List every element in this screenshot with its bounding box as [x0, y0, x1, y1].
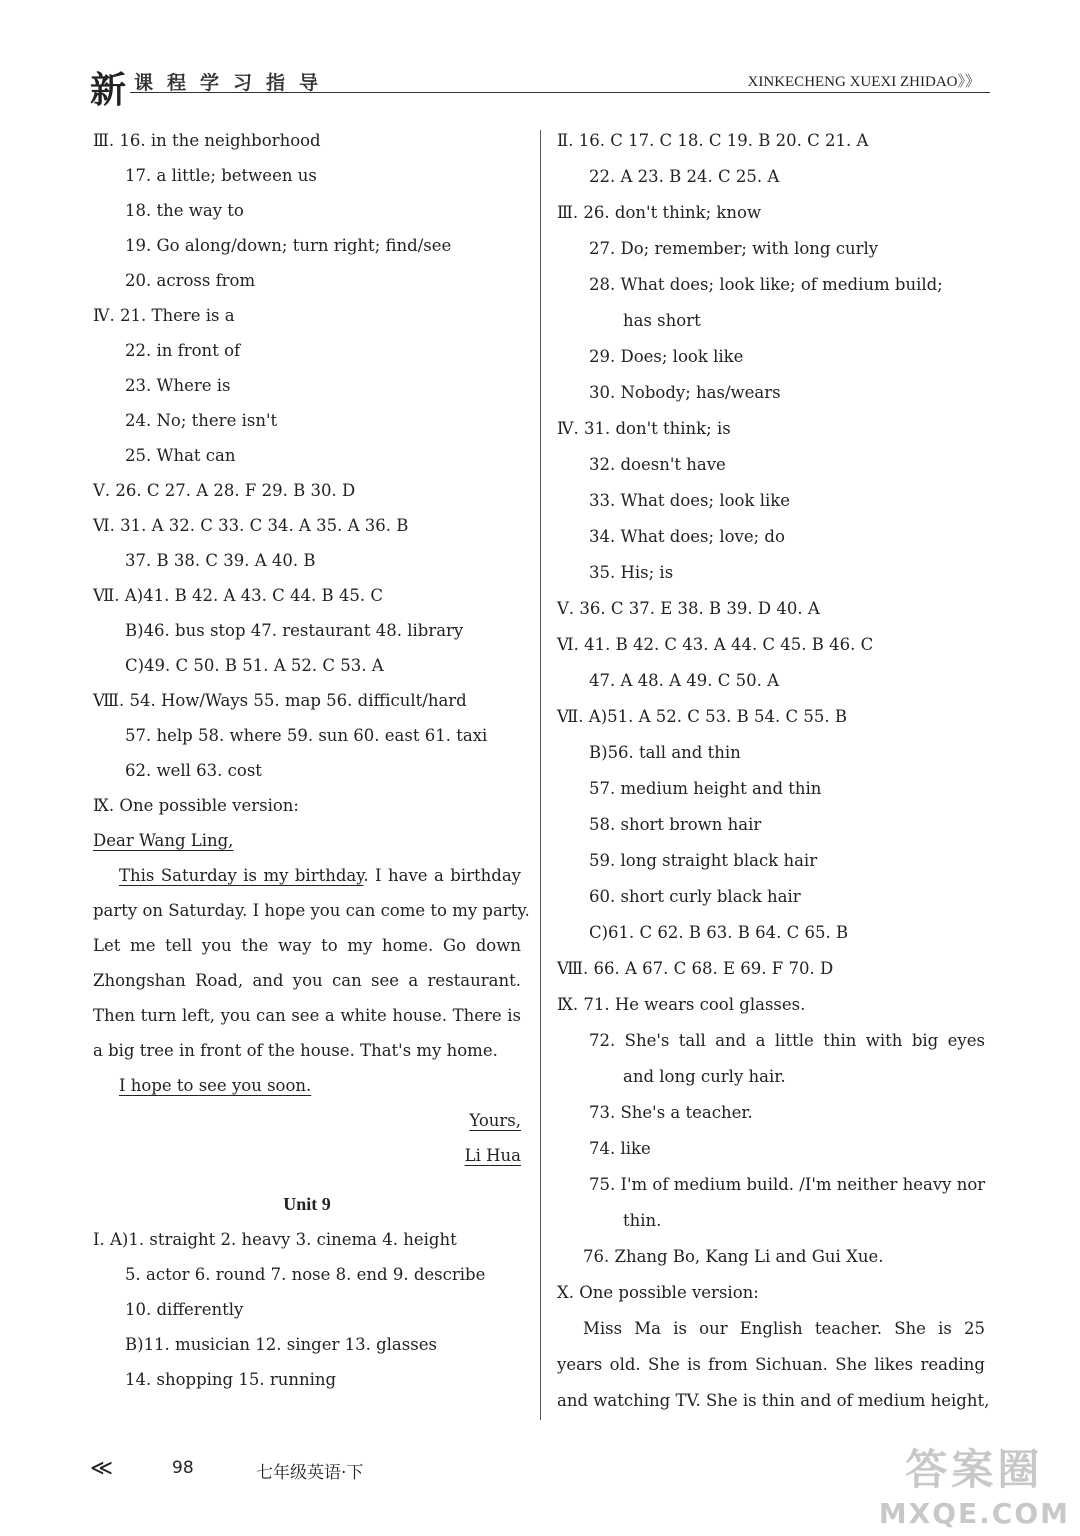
answer-line: 75. I'm of medium build. /I'm neither heavy nor [589, 1175, 986, 1194]
answer-line: B)46. bus stop 47. restaurant 48. library [125, 621, 464, 640]
section-numeral: Ⅴ. [557, 599, 575, 618]
column-divider [540, 130, 541, 1420]
letter-text: Then turn left, you can see a white house. There is [93, 1006, 521, 1025]
unit-title: Unit 9 [283, 1194, 331, 1214]
answer-line: 20. across from [125, 271, 256, 290]
answer-line: 54. How/Ways 55. map 56. difficult/hard [129, 691, 467, 710]
answer-line: 31. A 32. C 33. C 34. A 35. A 36. B [120, 516, 409, 535]
answer-line: 36. C 37. E 38. B 39. D 40. A [579, 599, 820, 618]
letter-greeting: Dear Wang Ling, [93, 831, 234, 850]
section-3 [557, 195, 985, 411]
section-10-composition [557, 1275, 990, 1419]
answer-line: 28. What does; look like; of medium build; [589, 275, 943, 294]
section-5 [557, 591, 985, 627]
answer-line: 57. help 58. where 59. sun 60. east 61. taxi [125, 726, 488, 745]
answer-line: 58. short brown hair [589, 815, 762, 834]
section-numeral: Ⅶ. [93, 586, 120, 605]
answer-line: 22. A 23. B 24. C 25. A [589, 167, 780, 186]
answer-line: 17. a little; between us [125, 166, 317, 185]
section-7 [557, 699, 985, 951]
header-rule [130, 92, 990, 93]
section-numeral: Ⅲ. [93, 131, 115, 150]
answer-line: A)41. B 42. A 43. C 44. B 45. C [124, 586, 383, 605]
section-numeral: Ⅷ. [557, 959, 589, 978]
answer-line: 25. What can [125, 446, 236, 465]
answer-line: 35. His; is [589, 563, 674, 582]
answer-line: and long curly hair. [623, 1067, 786, 1086]
brand-title: 课程学习指导 [134, 72, 333, 94]
section-7 [93, 578, 521, 683]
answer-line: 29. Does; look like [589, 347, 744, 366]
section-numeral: Ⅰ. [93, 1230, 105, 1249]
letter-signature: Li Hua [464, 1146, 521, 1165]
letter-opening-sentence: This Saturday is my birthday [119, 866, 364, 885]
section-numeral: Ⅳ. [557, 419, 579, 438]
section-numeral: Ⅱ. [557, 131, 574, 150]
answer-line: 30. Nobody; has/wears [589, 383, 781, 402]
section-9-letter [93, 788, 530, 1173]
section-numeral: Ⅵ. [557, 635, 579, 654]
answer-line: 74. like [589, 1139, 651, 1158]
answer-line: 26. C 27. A 28. F 29. B 30. D [115, 481, 356, 500]
answer-line: 71. He wears cool glasses. [583, 995, 806, 1014]
logo-character: 新 [90, 70, 127, 111]
page-number: 98 [172, 1458, 194, 1478]
brand-title-pinyin: XINKECHENG XUEXI ZHIDAO》》 [747, 74, 980, 90]
watermark-logo: 答案圈 [905, 1445, 1044, 1494]
answer-line: 41. B 42. C 43. A 44. C 45. B 46. C [584, 635, 874, 654]
section-numeral: Ⅶ. [557, 707, 584, 726]
watermark-url: MXQE.COM [878, 1497, 1070, 1530]
answer-line: 16. in the neighborhood [119, 131, 321, 150]
right-column [557, 123, 990, 1419]
section-numeral: Ⅸ. [557, 995, 579, 1014]
composition-text: Miss Ma is our English teacher. She is 25 [583, 1319, 985, 1338]
answer-line: 5. actor 6. round 7. nose 8. end 9. describe [125, 1265, 486, 1284]
section-3 [93, 123, 521, 298]
answer-line: 31. don't think; is [583, 419, 731, 438]
section-numeral: Ⅸ. [93, 796, 115, 815]
section-numeral: Ⅳ. [93, 306, 115, 325]
answer-line: 26. don't think; know [583, 203, 762, 222]
answer-line: 37. B 38. C 39. A 40. B [125, 551, 316, 570]
letter-closing-sentence: I hope to see you soon. [119, 1076, 312, 1095]
section-6 [93, 508, 521, 578]
answer-line: 73. She's a teacher. [589, 1103, 753, 1122]
section-numeral: Ⅵ. [93, 516, 115, 535]
answer-line: 66. A 67. C 68. E 69. F 70. D [593, 959, 834, 978]
answer-line: 72. She's tall and a little thin with big eyes [589, 1031, 985, 1050]
answer-line: B)56. tall and thin [589, 743, 741, 762]
section-5 [93, 473, 521, 508]
answer-line: A)51. A 52. C 53. B 54. C 55. B [588, 707, 847, 726]
section-4 [557, 411, 985, 591]
answer-line: 59. long straight black hair [589, 851, 818, 870]
section-4 [93, 298, 521, 473]
answer-line: 62. well 63. cost [125, 761, 262, 780]
answer-line: 24. No; there isn't [125, 411, 278, 430]
letter-signoff: Yours, [469, 1111, 521, 1130]
answer-line: 14. shopping 15. running [125, 1370, 337, 1389]
answer-line: 16. C 17. C 18. C 19. B 20. C 21. A [578, 131, 869, 150]
answer-line: 60. short curly black hair [589, 887, 801, 906]
answer-line: has short [623, 311, 701, 330]
page-header [90, 62, 990, 111]
page-footer [90, 1456, 490, 1486]
letter-text: party on Saturday. I hope you can come to my party. [93, 901, 530, 920]
answer-line: 22. in front of [125, 341, 241, 360]
answer-line: 33. What does; look like [589, 491, 791, 510]
section-8 [557, 951, 985, 987]
letter-text: Let me tell you the way to my home. Go down [93, 936, 521, 955]
section-6 [557, 627, 985, 699]
letter-text: a big tree in front of the house. That's my home. [93, 1041, 498, 1060]
answer-line: 21. There is a [119, 306, 235, 325]
section-8 [93, 683, 521, 788]
letter-text: Zhongshan Road, and you can see a restaurant. [93, 971, 521, 990]
section-numeral: Ⅲ. [557, 203, 579, 222]
answer-line: 27. Do; remember; with long curly [589, 239, 879, 258]
unit9-section-1 [93, 1222, 521, 1397]
letter-text: . I have a birthday [363, 866, 521, 885]
book-title: 七年级英语·下 [256, 1463, 364, 1483]
answer-line: 76. Zhang Bo, Kang Li and Gui Xue. [583, 1247, 884, 1266]
section-numeral: Ⅴ. [93, 481, 111, 500]
answer-line: 10. differently [125, 1300, 244, 1319]
section-numeral: Ⅷ. [93, 691, 125, 710]
composition-text: years old. She is from Sichuan. She likes reading [557, 1355, 985, 1374]
answer-line: 34. What does; love; do [589, 527, 785, 546]
section-numeral: Ⅹ. [557, 1283, 574, 1302]
answer-line: 23. Where is [125, 376, 231, 395]
answer-line: 57. medium height and thin [589, 779, 822, 798]
answer-line: B)11. musician 12. singer 13. glasses [125, 1335, 437, 1354]
watermark [879, 1437, 1070, 1530]
answer-line: One possible version: [579, 1283, 759, 1302]
composition-text: and watching TV. She is thin and of medium height, [557, 1391, 990, 1410]
double-chevron-left-icon: ≪ [90, 1456, 114, 1481]
answer-line: 47. A 48. A 49. C 50. A [589, 671, 780, 690]
answer-line: A)1. straight 2. heavy 3. cinema 4. height [110, 1230, 457, 1249]
section-2 [557, 123, 985, 195]
answer-line: 32. doesn't have [589, 455, 726, 474]
answer-line: 18. the way to [125, 201, 244, 220]
answer-line: 19. Go along/down; turn right; find/see [125, 236, 452, 255]
answer-line: thin. [623, 1211, 662, 1230]
answer-line: One possible version: [119, 796, 299, 815]
answer-line: C)49. C 50. B 51. A 52. C 53. A [125, 656, 384, 675]
left-column [93, 123, 530, 1397]
answer-line: C)61. C 62. B 63. B 64. C 65. B [589, 923, 849, 942]
section-9 [557, 987, 985, 1275]
